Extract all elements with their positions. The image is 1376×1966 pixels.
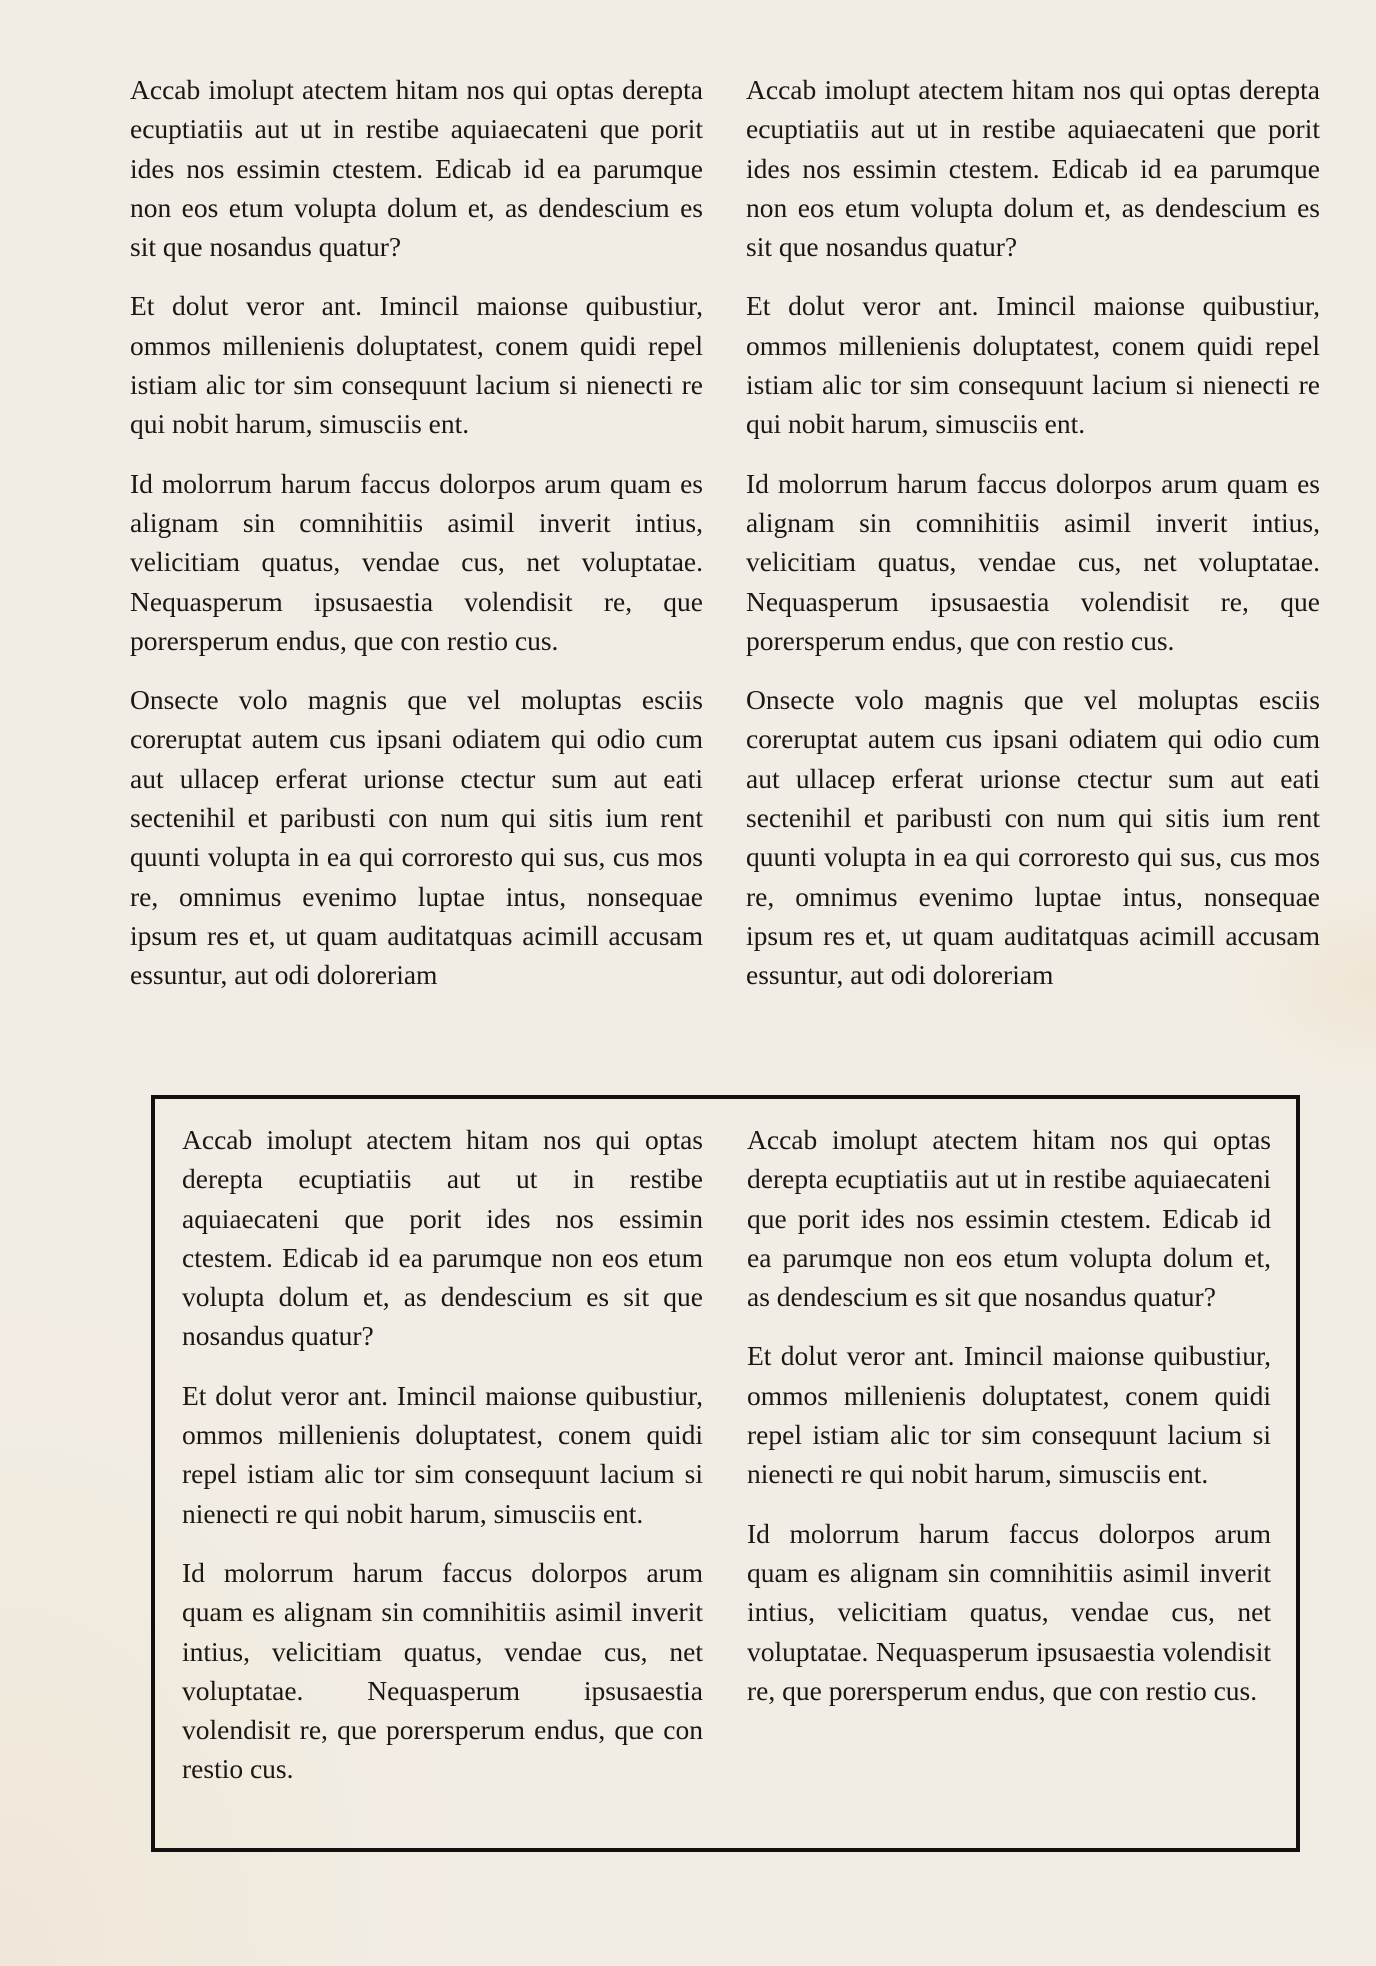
paragraph: Accab imolupt atectem hitam nos qui optas derepta ecuptiatiis aut ut in restibe aquiaecateni que porit ides nos essimin ctestem. Edicab id ea parumque non eos etum volupta dolum et, as dendescium es sit que nosandus quatur? (747, 1124, 1271, 1313)
boxed-column-right (747, 1120, 1271, 1730)
paragraph: Id molorrum harum faccus dolorpos arum quam es alignam sin comnihitiis asimil inverit intius, velicitiam quatus, vendae cus, net voluptatae. Nequasperum ipsusaestia volendisit re, que porersperum endus, que con restio cus. (182, 1556, 703, 1785)
paragraph: Onsecte volo magnis que vel moluptas esciis coreruptat autem cus ipsani odiatem qui odio cum aut ullacep erferat urionse ctectur sum aut eati sectenihil et paribusti con num qui sitis ium rent quunti volupta in ea qui corroresto qui sus, cus mos re, omnimus evenimo luptae intus, nonsequae ipsum res et, ut quam auditatquas acimill accusam essuntur, aut odi doloreriam (130, 684, 703, 991)
boxed-column-left (182, 1120, 703, 1809)
paragraph: Id molorrum harum faccus dolorpos arum quam es alignam sin comnihitiis asimil inverit intius, velicitiam quatus, vendae cus, net voluptatae. Nequasperum ipsusaestia volendisit re, que porersperum endus, que con restio cus. (130, 467, 703, 656)
paragraph: Accab imolupt atectem hitam nos qui optas derepta ecuptiatiis aut ut in restibe aquiaecateni que porit ides nos essimin ctestem. Edicab id ea parumque non eos etum volupta dolum et, as dendescium es sit que nosandus quatur? (130, 74, 703, 263)
top-column-left (130, 70, 703, 1015)
paragraph: Et dolut veror ant. Imincil maionse quibustiur, ommos millenienis doluptatest, conem quidi repel istiam alic tor sim consequunt lacium si nienecti re qui nobit harum, simusciis ent. (182, 1379, 703, 1529)
paragraph: Et dolut veror ant. Imincil maionse quibustiur, ommos millenienis doluptatest, conem quidi repel istiam alic tor sim consequunt lacium si nienecti re qui nobit harum, simusciis ent. (130, 290, 703, 440)
paragraph: Onsecte volo magnis que vel moluptas esciis coreruptat autem cus ipsani odiatem qui odio cum aut ullacep erferat urionse ctectur sum aut eati sectenihil et paribusti con num qui sitis ium rent quunti volupta in ea qui corroresto qui sus, cus mos re, omnimus evenimo luptae intus, nonsequae ipsum res et, ut quam auditatquas acimill accusam essuntur, aut odi doloreriam (746, 684, 1320, 991)
top-column-right (746, 70, 1320, 1015)
paragraph: Accab imolupt atectem hitam nos qui optas derepta ecuptiatiis aut ut in restibe aquiaecateni que porit ides nos essimin ctestem. Edicab id ea parumque non eos etum volupta dolum et, as dendescium es sit que nosandus quatur? (182, 1124, 703, 1352)
paragraph: Et dolut veror ant. Imincil maionse quibustiur, ommos millenienis doluptatest, conem quidi repel istiam alic tor sim consequunt lacium si nienecti re qui nobit harum, simusciis ent. (747, 1340, 1271, 1490)
paragraph: Et dolut veror ant. Imincil maionse quibustiur, ommos millenienis doluptatest, conem quidi repel istiam alic tor sim consequunt lacium si nienecti re qui nobit harum, simusciis ent. (746, 290, 1320, 440)
paragraph: Accab imolupt atectem hitam nos qui optas derepta ecuptiatiis aut ut in restibe aquiaecateni que porit ides nos essimin ctestem. Edicab id ea parumque non eos etum volupta dolum et, as dendescium es sit que nosandus quatur? (746, 74, 1320, 263)
paragraph: Id molorrum harum faccus dolorpos arum quam es alignam sin comnihitiis asimil inverit intius, velicitiam quatus, vendae cus, net voluptatae. Nequasperum ipsusaestia volendisit re, que porersperum endus, que con restio cus. (747, 1517, 1271, 1706)
paragraph: Id molorrum harum faccus dolorpos arum quam es alignam sin comnihitiis asimil inverit intius, velicitiam quatus, vendae cus, net voluptatae. Nequasperum ipsusaestia volendisit re, que porersperum endus, que con restio cus. (746, 467, 1320, 656)
